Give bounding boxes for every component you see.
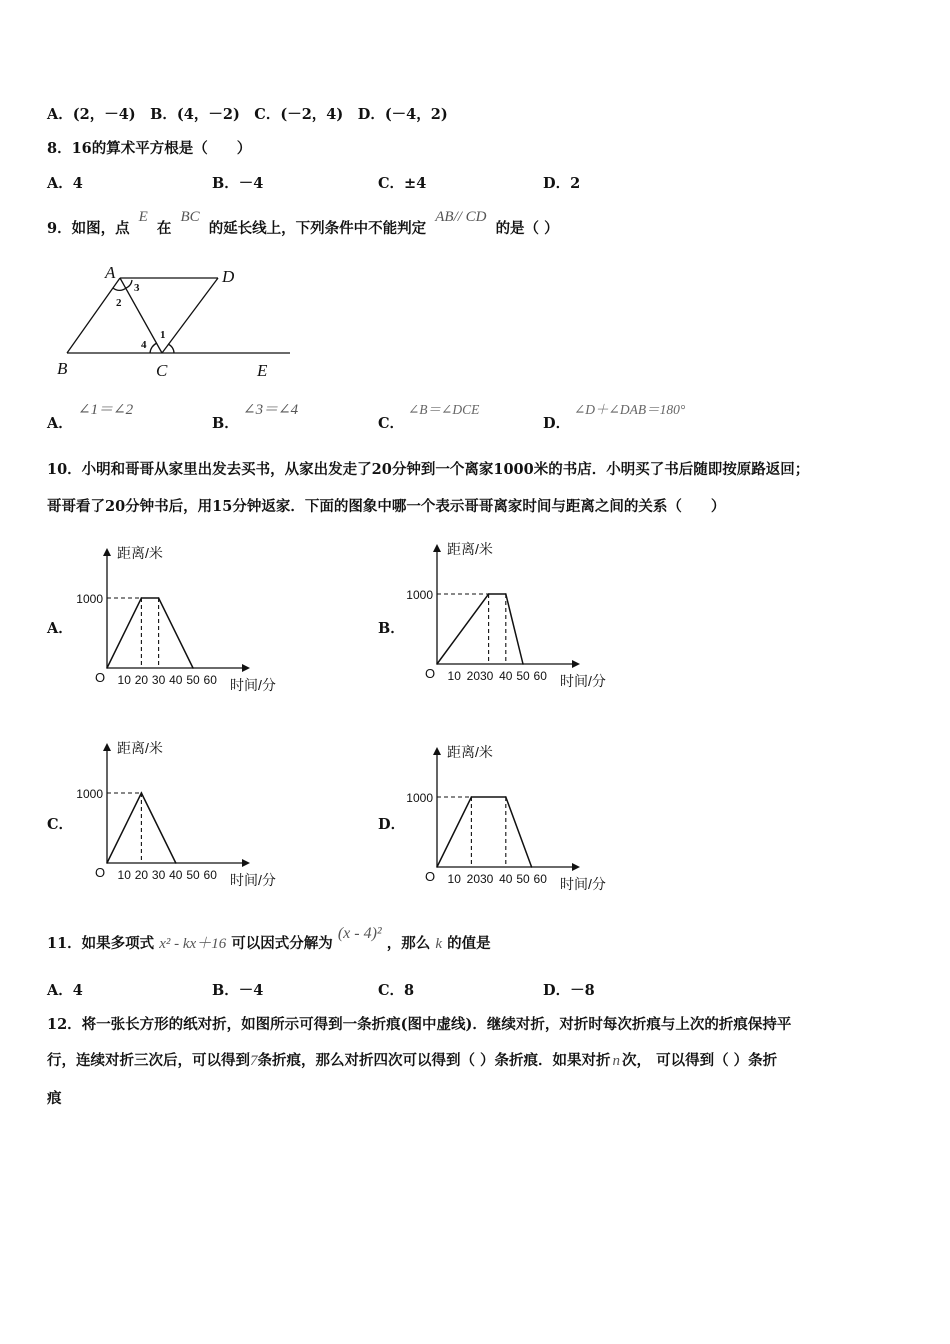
q11-factor: (x - 4)² <box>337 925 382 942</box>
y-tick-1000: 1000 <box>406 588 433 602</box>
q9-option-b-expr: ∠3＝∠4 <box>243 402 299 418</box>
angle-3-arc <box>126 280 132 288</box>
q9-option-b-label: B． <box>212 415 239 432</box>
segment-dc <box>162 278 218 353</box>
data-point <box>488 593 490 595</box>
y-axis-label: 距离/米 <box>447 541 493 557</box>
label-b: B <box>57 359 68 378</box>
q12-line2-mid: 条折痕，那么对折四次可以得到（ ）条折痕．如果对折 <box>257 1052 611 1069</box>
y-tick-1000: 1000 <box>76 787 103 801</box>
q9-stem <box>47 205 559 245</box>
label-angle-2: 2 <box>116 297 122 309</box>
data-point <box>522 663 524 665</box>
label-a: A <box>105 263 116 282</box>
x-axis-arrow <box>572 660 580 668</box>
x-axis-label: 时间/分 <box>560 673 606 689</box>
data-point <box>141 792 143 794</box>
x-tick-label: 40 <box>169 868 183 882</box>
data-point <box>471 796 473 798</box>
q9-stem-mid1: 在 <box>156 220 172 237</box>
angle-1-arc <box>168 344 174 353</box>
q9-stem-mid2: 的延长线上，下列条件中不能判定 <box>208 220 427 237</box>
q9-var-bc: BC <box>180 209 200 225</box>
q12-line1: 12．将一张长方形的纸对折，如图所示可得到一条折痕(图中虚线)．继续对折，对折时每次折痕与上次的折痕保持平 <box>47 1016 792 1033</box>
x-axis-label: 时间/分 <box>560 876 606 892</box>
q11-poly: x² - kx＋16 <box>159 936 227 952</box>
q9-option-a-label: A． <box>47 415 73 432</box>
q10-graph-d <box>405 737 645 897</box>
x-tick-label: 2030 <box>466 669 494 683</box>
q11-option-a: A．4 <box>47 982 83 999</box>
q11-var-k: k <box>435 936 443 952</box>
q9-stem-suffix: 的是（ ） <box>495 220 559 237</box>
x-axis-label: 时间/分 <box>230 872 276 888</box>
q11-stem-suffix: 的值是 <box>447 935 491 952</box>
x-tick-label: 30 <box>151 868 166 882</box>
x-tick-label: 10 <box>447 669 461 683</box>
q10-label-b: B． <box>378 620 405 637</box>
x-axis-arrow <box>242 859 250 867</box>
q8-option-b: B．－4 <box>212 175 264 192</box>
q11-stem-mid: 可以因式分解为 <box>231 935 333 952</box>
x-tick-label: 40 <box>499 872 513 886</box>
label-d: D <box>222 267 235 286</box>
q8-stem: 8．16的算术平方根是（ ） <box>47 140 252 157</box>
x-tick-label: 50 <box>516 872 530 886</box>
origin-label: O <box>425 666 436 681</box>
q10-label-a: A． <box>47 620 73 637</box>
q9-option-c <box>408 398 479 418</box>
data-point <box>106 862 108 864</box>
x-tick-label: 40 <box>169 673 183 687</box>
q9-figure <box>50 258 300 383</box>
q9-option-d-expr: ∠D＋∠DAB＝180° <box>574 402 686 417</box>
label-e: E <box>257 361 268 380</box>
q12-line2 <box>47 1049 777 1070</box>
data-point <box>175 862 177 864</box>
data-point <box>192 667 194 669</box>
q10-label-d: D． <box>378 816 406 833</box>
q11-stem-prefix: 11．如果多项式 <box>47 935 155 952</box>
q11-stem <box>47 922 491 962</box>
data-point <box>141 597 143 599</box>
q12-line2-suffix: 次， 可以得到（ ）条折 <box>622 1052 778 1069</box>
q10-graph-c <box>75 733 315 893</box>
data-point <box>436 663 438 665</box>
x-tick-label: 10 <box>447 872 461 886</box>
x-tick-label: 20 <box>134 868 149 882</box>
q8-option-c: C．±4 <box>378 175 427 192</box>
label-angle-1: 1 <box>160 329 166 341</box>
y-axis-label: 距离/米 <box>447 744 493 760</box>
x-tick-label: 60 <box>533 872 547 886</box>
q12-var-n: n <box>612 1053 621 1069</box>
q9-option-b <box>243 398 298 419</box>
angle-2-arc <box>113 288 126 290</box>
data-point <box>531 866 533 868</box>
q10-graph-a <box>75 538 315 698</box>
q9-stem-prefix: 9．如图，点 <box>47 220 130 237</box>
data-point <box>505 593 507 595</box>
q9-option-a <box>78 398 133 419</box>
y-tick-1000: 1000 <box>406 791 433 805</box>
q11-stem-mid2: ，那么 <box>386 935 431 952</box>
x-tick-label: 40 <box>499 669 513 683</box>
q9-option-d-label: D． <box>543 415 571 432</box>
label-c: C <box>156 361 168 380</box>
q8-option-d: D．2 <box>543 175 581 192</box>
label-angle-4: 4 <box>141 339 147 351</box>
q12-num7: 7 <box>250 1053 258 1069</box>
q9-option-a-expr: ∠1＝∠2 <box>78 402 134 418</box>
q10-stem-line2: 哥哥看了20分钟书后，用15分钟返家．下面的图象中哪一个表示哥哥离家时间与距离之间的关系（ ） <box>47 498 726 515</box>
q9-var-e: E <box>138 209 148 225</box>
q10-stem-line1: 10．小明和哥哥从家里出发去买书，从家出发走了20分钟到一个离家1000米的书店．小明买了书后随即按原路返回； <box>47 461 810 478</box>
y-axis-arrow <box>103 548 111 556</box>
x-axis-arrow <box>242 664 250 672</box>
data-point <box>436 866 438 868</box>
y-axis-arrow <box>103 743 111 751</box>
x-tick-label: 20 <box>134 673 149 687</box>
q9-option-c-expr: ∠B＝∠DCE <box>408 402 480 417</box>
q9-option-d <box>574 398 685 418</box>
origin-label: O <box>425 869 436 884</box>
q10-label-c: C． <box>47 816 74 833</box>
q10-graph-b <box>405 534 645 694</box>
x-tick-label: 50 <box>516 669 530 683</box>
q8-option-a: A．4 <box>47 175 83 192</box>
data-point <box>106 667 108 669</box>
x-tick-label: 60 <box>533 669 547 683</box>
q9-expr-parallel: AB// CD <box>435 209 487 225</box>
q12-line2-prefix: 行，连续对折三次后，可以得到 <box>47 1052 250 1069</box>
x-tick-label: 50 <box>186 868 200 882</box>
origin-label: O <box>95 670 106 685</box>
q11-option-d: D．－8 <box>543 982 595 999</box>
label-angle-3: 3 <box>134 282 140 294</box>
y-axis-label: 距离/米 <box>117 740 163 756</box>
x-tick-label: 10 <box>117 673 131 687</box>
y-axis-arrow <box>433 544 441 552</box>
series-line <box>437 594 523 664</box>
q9-option-c-label: C． <box>378 415 405 432</box>
angle-4-arc <box>150 343 157 353</box>
segment-ab <box>67 278 120 353</box>
data-point <box>505 796 507 798</box>
series-line <box>107 598 193 668</box>
x-tick-label: 2030 <box>466 872 494 886</box>
x-axis-label: 时间/分 <box>230 677 276 693</box>
q11-option-b: B．－4 <box>212 982 264 999</box>
x-axis-arrow <box>572 863 580 871</box>
origin-label: O <box>95 865 106 880</box>
series-line <box>437 797 532 867</box>
data-point <box>158 597 160 599</box>
y-tick-1000: 1000 <box>76 592 103 606</box>
x-tick-label: 60 <box>203 673 217 687</box>
x-tick-label: 60 <box>203 868 217 882</box>
x-tick-label: 10 <box>117 868 131 882</box>
y-axis-label: 距离/米 <box>117 545 163 561</box>
q11-option-c: C．8 <box>378 982 415 999</box>
q12-line3: 痕 <box>47 1090 62 1107</box>
x-tick-label: 50 <box>186 673 200 687</box>
q7-options: A．(2，－4) B．(4，－2) C．(－2，4) D．(－4，2) <box>47 106 448 123</box>
x-tick-label: 30 <box>151 673 166 687</box>
y-axis-arrow <box>433 747 441 755</box>
